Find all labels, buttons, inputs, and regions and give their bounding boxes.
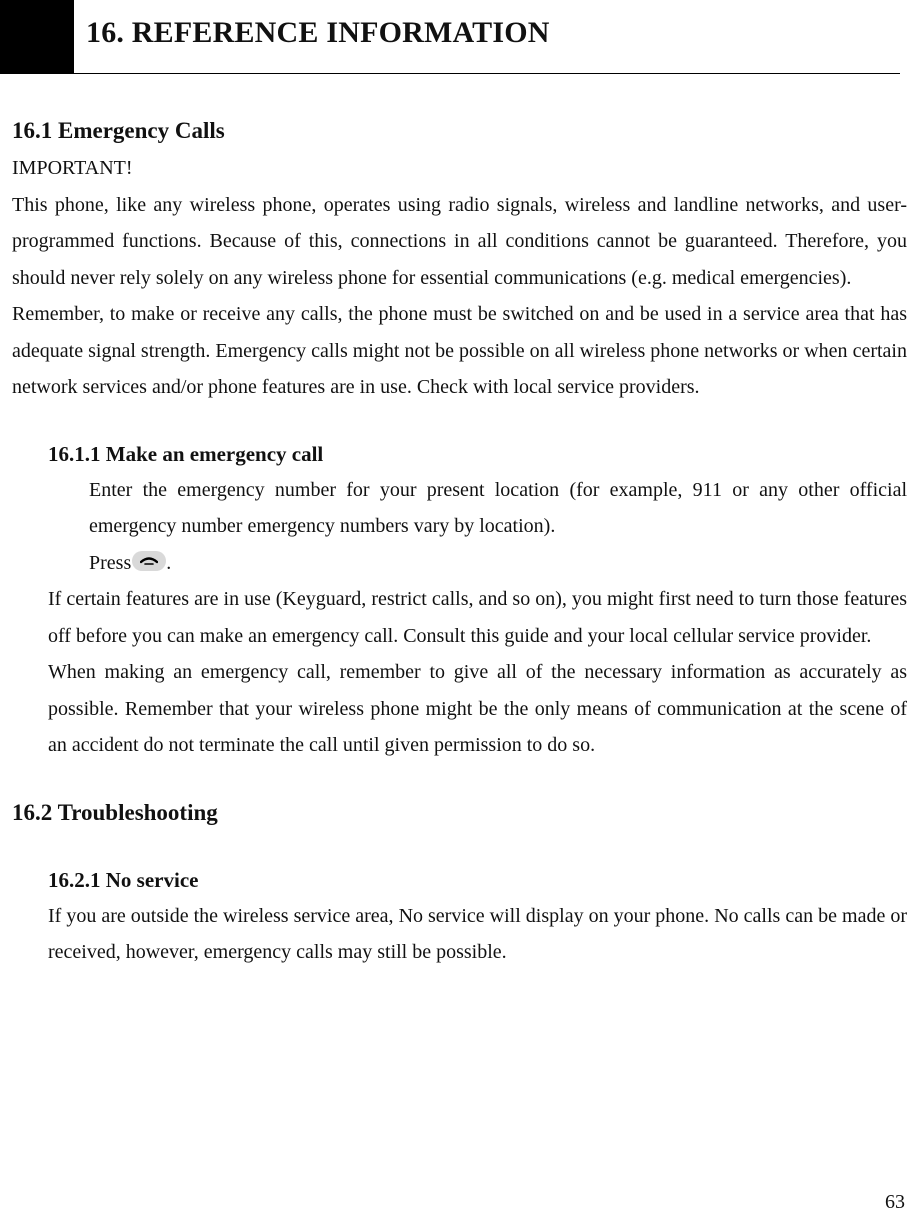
spacer — [12, 406, 907, 436]
step-1 — [48, 472, 907, 545]
page-number: 63 — [885, 1191, 905, 1213]
subsection-title-make-call: 16.1.1 Make an emergency call — [48, 441, 324, 466]
make-call-paragraph-1: If certain features are in use (Keyguard, restrict calls, and so on), you might first need to turn those features off before you can make an emergency call. Consult this guide and your local cellular service provider. — [48, 588, 907, 647]
subsection-title-no-service: 16.2.1 No service — [48, 867, 199, 892]
send-call-key-icon — [132, 551, 166, 571]
section-title-troubleshooting: 16.2 Troubleshooting — [12, 799, 218, 825]
subsection-make-emergency-call — [48, 436, 907, 764]
chapter-header — [0, 0, 900, 75]
step-1-text: Enter the emergency number for your present location (for example, 911 or any other official emergency number emergency numbers vary by location). — [89, 478, 907, 537]
emergency-paragraph-1: This phone, like any wireless phone, operates using radio signals, wireless and landline networks, and user-programmed functions. Because of this, connections in all conditions cannot be guaranteed. Therefore, you should never rely solely on any wireless phone for essential communications (e.g. medical emergencies). — [12, 193, 907, 289]
spacer — [12, 832, 907, 862]
no-service-paragraph: If you are outside the wireless service area, No service will display on your phone. No calls can be made or received, however, emergency calls may still be possible. — [48, 904, 907, 963]
spacer — [12, 764, 907, 794]
make-call-paragraph-2: When making an emergency call, remember to give all of the necessary information as accurately as possible. Remember that your wireless phone might be the only means of communication at the scene of an accident do not terminate the call until given permission to do so. — [48, 661, 907, 756]
subsection-no-service — [48, 862, 907, 971]
step-2-suffix: . — [166, 551, 172, 574]
important-label: IMPORTANT! — [12, 157, 133, 179]
header-rule — [74, 73, 900, 74]
step-2 — [48, 545, 907, 582]
section-title-emergency-calls: 16.1 Emergency Calls — [12, 118, 225, 143]
emergency-paragraph-2: Remember, to make or receive any calls, the phone must be switched on and be used in a service area that has adequate signal strength. Emergency calls might not be possible on all wireless phone networks or when certain network services and/or phone features are in use. Check with local service providers. — [12, 303, 907, 398]
page-content — [12, 112, 907, 971]
chapter-title: 16. REFERENCE INFORMATION — [86, 16, 550, 49]
step-2-prefix: Press — [89, 551, 132, 574]
chapter-header-block — [0, 0, 74, 74]
